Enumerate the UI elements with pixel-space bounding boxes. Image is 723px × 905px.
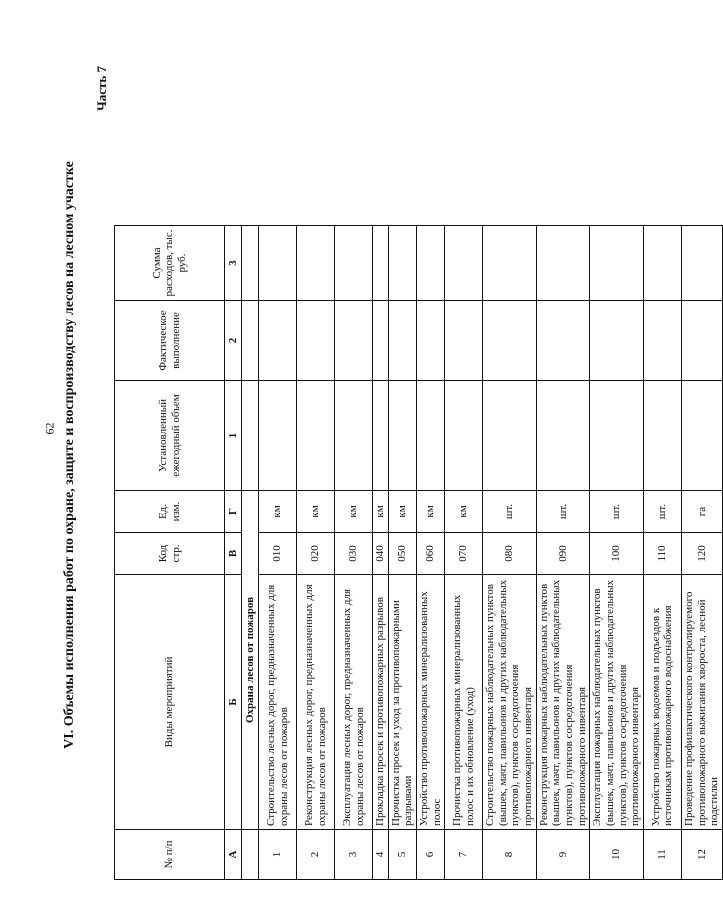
activity-name-cell: Строительство лесных дорог, предназначенных для охраны лесов от пожаров xyxy=(259,575,297,830)
letter-v: В xyxy=(225,533,242,575)
activity-name-cell: Эксплуатация лесных дорог, предназначенных для охраны лесов от пожаров xyxy=(335,575,373,830)
expenses-cell xyxy=(590,226,644,301)
actual-execution-cell xyxy=(590,301,644,381)
actual-execution-cell xyxy=(483,301,537,381)
unit-cell: км xyxy=(416,491,444,533)
unit-cell: км xyxy=(335,491,373,533)
expenses-cell xyxy=(445,226,483,301)
letter-3: 3 xyxy=(225,226,242,301)
section-title: VI. Объемы исполнения работ по охране, защите и воспроизводству лесов на лесном участке xyxy=(62,161,77,749)
table-row xyxy=(590,226,644,880)
header-activity: Виды мероприятий xyxy=(115,575,225,830)
annual-volume-cell xyxy=(483,381,537,491)
activity-name-cell: Прокладка просек и противопожарных разрывов xyxy=(373,575,389,830)
row-number-cell: 12 xyxy=(681,830,722,880)
letter-1: 1 xyxy=(225,381,242,491)
table-row xyxy=(335,226,373,880)
unit-cell: км xyxy=(259,491,297,533)
letter-2: 2 xyxy=(225,301,242,381)
row-number-cell: 7 xyxy=(445,830,483,880)
expenses-cell xyxy=(681,226,722,301)
row-number-cell: 4 xyxy=(373,830,389,880)
header-num: № п/п xyxy=(115,830,225,880)
activity-name-cell: Устройство пожарных водоемов и подъездов к источникам противопожарного водоснабжения xyxy=(643,575,681,830)
table-row xyxy=(416,226,444,880)
row-code-cell: 070 xyxy=(445,533,483,575)
unit-cell: шт. xyxy=(590,491,644,533)
expenses-cell xyxy=(416,226,444,301)
activity-name-cell: Проведение профилактического контролируемого противопожарного выжигания хвороста, лесной подстилки xyxy=(681,575,722,830)
expenses-cell xyxy=(643,226,681,301)
unit-cell: шт. xyxy=(483,491,537,533)
annual-volume-cell xyxy=(388,381,416,491)
row-number-cell: 1 xyxy=(259,830,297,880)
expenses-cell xyxy=(335,226,373,301)
annual-volume-cell xyxy=(335,381,373,491)
actual-execution-cell xyxy=(416,301,444,381)
section-row xyxy=(242,226,259,880)
table-row xyxy=(373,226,389,880)
row-code-cell: 030 xyxy=(335,533,373,575)
header-annual-volume: Установленный ежегодный объем xyxy=(115,381,225,491)
annual-volume-cell xyxy=(643,381,681,491)
unit-cell: км xyxy=(445,491,483,533)
row-code-cell: 110 xyxy=(643,533,681,575)
row-code-cell: 040 xyxy=(373,533,389,575)
table-row xyxy=(643,226,681,880)
letter-row xyxy=(225,226,242,880)
actual-execution-cell xyxy=(536,301,590,381)
actual-execution-cell xyxy=(643,301,681,381)
annual-volume-cell xyxy=(681,381,722,491)
annual-volume-cell xyxy=(536,381,590,491)
actual-execution-cell xyxy=(297,301,335,381)
row-number-cell: 8 xyxy=(483,830,537,880)
annual-volume-cell xyxy=(259,381,297,491)
section-label: Охрана лесов от пожаров xyxy=(242,491,259,830)
part-label: Часть 7 xyxy=(94,66,109,111)
section-empty-cell xyxy=(242,301,259,381)
expenses-cell xyxy=(536,226,590,301)
table-row xyxy=(297,226,335,880)
actual-execution-cell xyxy=(259,301,297,381)
actual-execution-cell xyxy=(373,301,389,381)
row-code-cell: 010 xyxy=(259,533,297,575)
table-row xyxy=(536,226,590,880)
activity-name-cell: Прочистка противопожарных минерализованных полос и их обновление (уход) xyxy=(445,575,483,830)
row-code-cell: 090 xyxy=(536,533,590,575)
table-row xyxy=(388,226,416,880)
row-number-cell: 5 xyxy=(388,830,416,880)
header-expenses: Сумма расходов, тыс. руб. xyxy=(115,226,225,301)
works-volume-table xyxy=(114,225,723,880)
table-row xyxy=(259,226,297,880)
annual-volume-cell xyxy=(445,381,483,491)
activity-name-cell: Реконструкция лесных дорог, предназначенных для охраны лесов от пожаров xyxy=(297,575,335,830)
unit-cell: км xyxy=(388,491,416,533)
table-row xyxy=(681,226,722,880)
section-empty-cell xyxy=(242,226,259,301)
unit-cell: км xyxy=(297,491,335,533)
actual-execution-cell xyxy=(335,301,373,381)
unit-cell: шт. xyxy=(643,491,681,533)
unit-cell: шт. xyxy=(536,491,590,533)
letter-a: А xyxy=(225,830,242,880)
row-number-cell: 9 xyxy=(536,830,590,880)
expenses-cell xyxy=(483,226,537,301)
row-code-cell: 060 xyxy=(416,533,444,575)
row-number-cell: 11 xyxy=(643,830,681,880)
annual-volume-cell xyxy=(373,381,389,491)
row-code-cell: 020 xyxy=(297,533,335,575)
header-row xyxy=(115,226,225,880)
expenses-cell xyxy=(388,226,416,301)
actual-execution-cell xyxy=(681,301,722,381)
activity-name-cell: Прочистка просек и уход за противопожарными разрывами xyxy=(388,575,416,830)
row-number-cell: 3 xyxy=(335,830,373,880)
actual-execution-cell xyxy=(445,301,483,381)
rotated-page-content xyxy=(50,30,721,880)
table-row xyxy=(445,226,483,880)
unit-cell: га xyxy=(681,491,722,533)
section-empty-cell xyxy=(242,381,259,491)
annual-volume-cell xyxy=(297,381,335,491)
annual-volume-cell xyxy=(590,381,644,491)
letter-g: Г xyxy=(225,491,242,533)
activity-name-cell: Эксплуатация пожарных наблюдательных пунктов (вышек, мачт, павильонов и других наблюдательных пунктов), пунктов сосредоточения противопожарного инвентаря xyxy=(590,575,644,830)
header-actual: Фактическое выполнение xyxy=(115,301,225,381)
row-code-cell: 050 xyxy=(388,533,416,575)
row-code-cell: 100 xyxy=(590,533,644,575)
annual-volume-cell xyxy=(416,381,444,491)
row-number-cell: 6 xyxy=(416,830,444,880)
header-unit: Ед. изм. xyxy=(115,491,225,533)
page-number: 62 xyxy=(42,422,57,435)
row-number-cell: 10 xyxy=(590,830,644,880)
expenses-cell xyxy=(373,226,389,301)
actual-execution-cell xyxy=(388,301,416,381)
row-code-cell: 120 xyxy=(681,533,722,575)
section-empty-cell xyxy=(242,830,259,880)
activity-name-cell: Устройство противопожарных минерализованных полос xyxy=(416,575,444,830)
unit-cell: км xyxy=(373,491,389,533)
row-number-cell: 2 xyxy=(297,830,335,880)
row-code-cell: 080 xyxy=(483,533,537,575)
header-code: Код стр. xyxy=(115,533,225,575)
activity-name-cell: Строительство пожарных наблюдательных пунктов (вышек, мачт, павильонов и других наблюдательных пунктов), пунктов сосредоточения противопожарного инвентаря xyxy=(483,575,537,830)
expenses-cell xyxy=(259,226,297,301)
table-row xyxy=(483,226,537,880)
expenses-cell xyxy=(297,226,335,301)
letter-b: Б xyxy=(225,575,242,830)
activity-name-cell: Реконструкция пожарных наблюдательных пунктов (вышек, мачт, павильонов и других наблюдательных пунктов), пунктов сосредоточения противопожарного инвентаря xyxy=(536,575,590,830)
